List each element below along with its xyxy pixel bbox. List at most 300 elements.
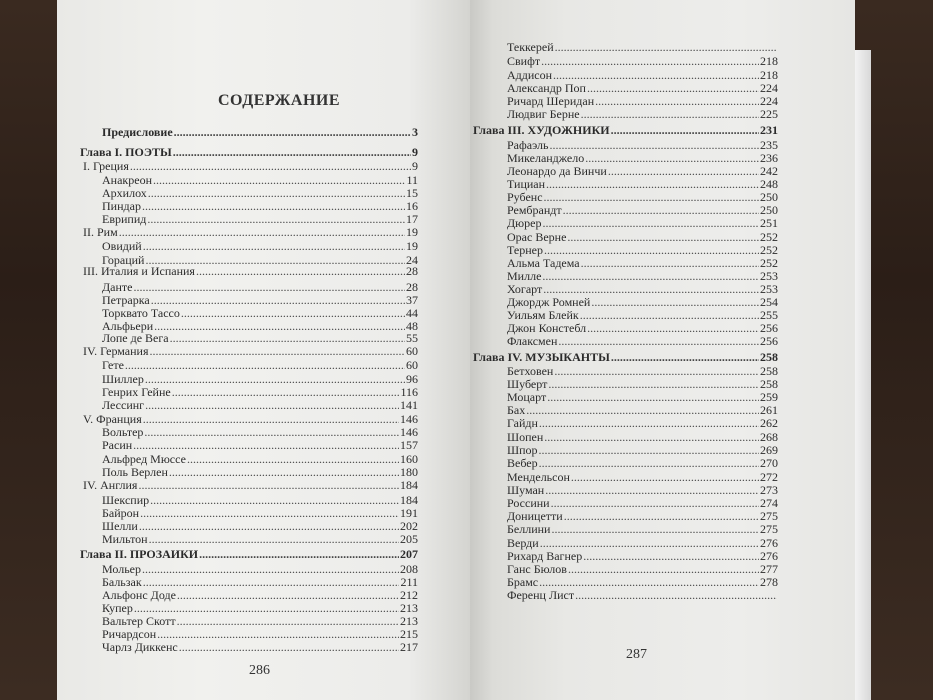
toc-entry (507, 94, 778, 108)
toc-entry-page: 258 (760, 377, 778, 391)
toc-entry (507, 334, 778, 348)
dot-leader (611, 350, 759, 364)
toc-entry (507, 81, 778, 95)
toc-entry-label: Расин (102, 438, 133, 452)
toc-entry (102, 452, 418, 466)
toc-entry-label: Шуман (507, 483, 545, 497)
toc-entry-label: Гораций (102, 253, 145, 267)
toc-entry-label: Свифт (507, 54, 541, 68)
toc-entry-page: 146 (400, 412, 418, 426)
toc-entry-page: 269 (760, 443, 778, 457)
dot-leader (149, 532, 399, 546)
toc-entry (507, 216, 778, 230)
toc-entry (507, 390, 778, 404)
toc-entry (102, 532, 418, 546)
toc-entry-page: 28 (406, 264, 418, 278)
toc-entry-label: Пиндар (102, 199, 141, 213)
toc-entry-label: Петрарка (102, 293, 150, 307)
toc-entry (83, 264, 418, 278)
toc-entry (102, 293, 418, 307)
toc-entry (507, 164, 778, 178)
toc-entry-label: Тернер (507, 243, 543, 257)
toc-entry-label: Альфред Мюссе (102, 452, 186, 466)
toc-entry-page: 277 (760, 562, 778, 576)
toc-entry-page: 268 (760, 430, 778, 444)
toc-entry-label: Анакреон (102, 173, 152, 187)
toc-entry (507, 364, 778, 378)
toc-entry-page: 184 (400, 493, 418, 507)
toc-entry-label: Уильям Блейк (507, 308, 579, 322)
toc-entry-label: Брамс (507, 575, 539, 589)
dot-leader (575, 588, 777, 602)
toc-entry-page: 191 (400, 506, 418, 520)
toc-entry (102, 640, 418, 654)
toc-entry-label: Шекспир (102, 493, 150, 507)
dot-leader (544, 190, 759, 204)
toc-entry (102, 173, 418, 187)
dot-leader (587, 321, 759, 335)
toc-entry-label: Шелли (102, 519, 138, 533)
dot-leader (543, 282, 759, 296)
toc-entry-label: Ричардсон (102, 627, 157, 641)
toc-entry-label: Аддисон (507, 68, 553, 82)
toc-entry-page: 116 (400, 385, 418, 399)
toc-entry-page: 250 (760, 203, 778, 217)
toc-entry-label: III. Италия и Испания (83, 264, 195, 278)
dot-leader (544, 430, 759, 444)
dot-leader (199, 547, 399, 561)
dot-leader (149, 344, 405, 358)
toc-entry-label: Шуберт (507, 377, 548, 391)
dot-leader (591, 295, 759, 309)
toc-entry-page: 9 (412, 145, 418, 159)
toc-entry-page: 274 (760, 496, 778, 510)
toc-entry-label: Джордж Ромней (507, 295, 591, 309)
toc-entry-label: I. Греция (83, 159, 129, 173)
toc-entry (507, 40, 778, 54)
toc-entry-page: 19 (406, 225, 418, 239)
dot-leader (119, 225, 405, 239)
toc-entry-page: 252 (760, 243, 778, 257)
toc-entry (102, 212, 418, 226)
toc-entry-page: 28 (406, 280, 418, 294)
dot-leader (545, 483, 759, 497)
right-page-number: 287 (626, 647, 647, 662)
toc-entry-page: 217 (400, 640, 418, 654)
toc-entry (507, 562, 778, 576)
toc-entry (507, 151, 778, 165)
toc-entry-label: Альма Тадема (507, 256, 580, 270)
toc-entry (102, 438, 418, 452)
toc-entry (507, 107, 778, 121)
toc-entry (102, 493, 418, 507)
toc-entry-page: 275 (760, 509, 778, 523)
toc-entry-page: 211 (400, 575, 418, 589)
dot-leader (140, 506, 399, 520)
dot-leader (551, 496, 759, 510)
toc-entry (102, 239, 418, 253)
toc-entry-page: 146 (400, 425, 418, 439)
toc-entry-page: 250 (760, 190, 778, 204)
dot-leader (550, 138, 760, 152)
toc-entry (102, 575, 418, 589)
toc-entry-label: Ганс Бюлов (507, 562, 567, 576)
toc-entry-label: Леонардо да Винчи (507, 164, 607, 178)
toc-entry-label: Мендельсон (507, 470, 570, 484)
toc-entry-label: Глава I. ПОЭТЫ (80, 145, 172, 159)
toc-entry-page: 9 (412, 159, 418, 173)
dot-leader (568, 562, 759, 576)
toc-entry-page: 218 (760, 54, 778, 68)
toc-entry (102, 331, 418, 345)
toc-entry-label: Шопен (507, 430, 544, 444)
dot-leader (144, 425, 399, 439)
toc-entry-label: Лессинг (102, 398, 145, 412)
toc-entry (102, 358, 418, 372)
dot-leader (542, 216, 759, 230)
toc-entry-label: Хогарт (507, 282, 543, 296)
dot-leader (554, 364, 759, 378)
toc-entry-page: 208 (400, 562, 418, 576)
dot-leader (583, 549, 759, 563)
toc-heading: СОДЕРЖАНИЕ (218, 92, 341, 109)
dot-leader (174, 125, 411, 139)
toc-entry-label: Милле (507, 269, 542, 283)
toc-entry (102, 465, 418, 479)
toc-entry-page: 24 (406, 253, 418, 267)
toc-entry-label: Россини (507, 496, 550, 510)
toc-entry-label: Торквато Тассо (102, 306, 180, 320)
toc-entry-label: Теккерей (507, 40, 554, 54)
toc-entry (102, 425, 418, 439)
dot-leader (564, 509, 759, 523)
toc-entry-label: Вольтер (102, 425, 144, 439)
toc-entry-label: Гете (102, 358, 124, 372)
toc-entry-label: Байрон (102, 506, 140, 520)
dot-leader (544, 243, 759, 257)
toc-entry-label: Овидий (102, 239, 142, 253)
toc-entry-label: Ричард Шеридан (507, 94, 595, 108)
toc-entry-label: Рембрандт (507, 203, 562, 217)
toc-entry-page: 202 (400, 519, 418, 533)
toc-entry-page: 17 (406, 212, 418, 226)
toc-entry (473, 123, 778, 137)
toc-entry-page: 213 (400, 601, 418, 615)
toc-entry-page: 215 (400, 627, 418, 641)
toc-entry-page: 273 (760, 483, 778, 497)
toc-entry (507, 203, 778, 217)
dot-leader (196, 264, 405, 278)
toc-entry (507, 377, 778, 391)
toc-entry-page: 180 (400, 465, 418, 479)
toc-entry-label: Александр Поп (507, 81, 586, 95)
toc-entry (102, 588, 418, 602)
toc-entry (83, 412, 418, 426)
toc-entry-label: Орас Верне (507, 230, 567, 244)
dot-leader (151, 293, 405, 307)
toc-entry-page: 251 (760, 216, 778, 230)
toc-entry (507, 190, 778, 204)
toc-entry (102, 627, 418, 641)
dot-leader (563, 203, 759, 217)
dot-leader (539, 575, 759, 589)
toc-entry (102, 398, 418, 412)
dot-leader (546, 177, 759, 191)
toc-entry-page: 256 (760, 321, 778, 335)
toc-entry-label: Генрих Гейне (102, 385, 171, 399)
toc-entry-page: 258 (760, 350, 778, 364)
toc-entry-label: Рихард Вагнер (507, 549, 583, 563)
dot-leader (147, 212, 405, 226)
toc-entry-page: 44 (406, 306, 418, 320)
toc-entry (507, 430, 778, 444)
toc-entry-label: Вальтер Скотт (102, 614, 176, 628)
dot-leader (581, 107, 759, 121)
dot-leader (153, 173, 405, 187)
toc-entry (102, 125, 418, 139)
toc-entry-label: Шиллер (102, 372, 144, 386)
toc-entry-label: Чарлз Диккенс (102, 640, 178, 654)
toc-entry-label: Лопе де Вега (102, 331, 169, 345)
toc-entry (83, 344, 418, 358)
toc-entry (507, 54, 778, 68)
toc-entry-page: 213 (400, 614, 418, 628)
toc-entry-label: Микеланджело (507, 151, 585, 165)
toc-entry-page: 253 (760, 269, 778, 283)
dot-leader (571, 470, 759, 484)
dot-leader (142, 562, 399, 576)
toc-entry-page: 157 (400, 438, 418, 452)
dot-leader (555, 40, 777, 54)
toc-entry-label: Гайдн (507, 416, 538, 430)
toc-entry-page: 3 (412, 125, 418, 139)
toc-entry-label: V. Франция (83, 412, 142, 426)
toc-entry-page: 252 (760, 230, 778, 244)
dot-leader (177, 614, 399, 628)
toc-entry-label: Шпор (507, 443, 538, 457)
toc-entry-page: 254 (760, 295, 778, 309)
toc-entry-page: 224 (760, 81, 778, 95)
dot-leader (548, 377, 759, 391)
toc-entry-label: Данте (102, 280, 133, 294)
toc-entry (507, 230, 778, 244)
toc-entry-label: Верди (507, 536, 539, 550)
toc-entry (507, 575, 778, 589)
toc-entry-page: 15 (406, 186, 418, 200)
toc-entry-page: 262 (760, 416, 778, 430)
toc-entry (507, 522, 778, 536)
dot-leader (541, 54, 759, 68)
toc-entry-label: Бах (507, 403, 526, 417)
toc-entry-page: 272 (760, 470, 778, 484)
toc-entry-label: Архилох (102, 186, 147, 200)
toc-entry-page: 207 (400, 547, 418, 561)
toc-entry-page: 37 (406, 293, 418, 307)
toc-entry-page: 236 (760, 151, 778, 165)
toc-entry-label: Глава IV. МУЗЫКАНТЫ (473, 350, 610, 364)
toc-entry-label: Предисловие (102, 125, 173, 139)
dot-leader (134, 280, 405, 294)
toc-entry (507, 509, 778, 523)
toc-entry (102, 372, 418, 386)
dot-leader (169, 465, 399, 479)
toc-entry (80, 547, 418, 561)
toc-entry (102, 601, 418, 615)
dot-leader (172, 385, 400, 399)
toc-entry-page: 258 (760, 364, 778, 378)
dot-leader (133, 438, 399, 452)
dot-leader (539, 416, 759, 430)
toc-entry (507, 456, 778, 470)
dot-leader (179, 640, 399, 654)
toc-entry (83, 159, 418, 173)
dot-leader (567, 230, 759, 244)
toc-entry-label: Вебер (507, 456, 538, 470)
toc-entry-label: Бальзак (102, 575, 142, 589)
toc-entry-label: Тициан (507, 177, 546, 191)
toc-entry-page: 256 (760, 334, 778, 348)
toc-entry (507, 470, 778, 484)
dot-leader (139, 519, 399, 533)
toc-entry (507, 269, 778, 283)
toc-entry-label: Флаксмен (507, 334, 558, 348)
toc-entry-page: 242 (760, 164, 778, 178)
toc-entry-page: 225 (760, 107, 778, 121)
toc-entry-label: Альфьери (102, 319, 154, 333)
toc-entry-page: 60 (406, 358, 418, 372)
toc-entry (102, 614, 418, 628)
toc-entry (507, 243, 778, 257)
dot-leader (540, 536, 759, 550)
toc-entry-page: 19 (406, 239, 418, 253)
toc-entry-label: Доницетти (507, 509, 563, 523)
toc-entry (507, 308, 778, 322)
toc-entry (102, 562, 418, 576)
dot-leader (542, 269, 759, 283)
toc-entry (80, 145, 418, 159)
toc-entry-label: Рафаэль (507, 138, 549, 152)
dot-leader (581, 256, 759, 270)
toc-entry (507, 443, 778, 457)
toc-entry (507, 321, 778, 335)
left-page-number: 286 (249, 663, 270, 678)
toc-entry-label: Людвиг Берне (507, 107, 580, 121)
toc-entry-label: Мильтон (102, 532, 148, 546)
page-edge (855, 50, 871, 700)
toc-entry (83, 225, 418, 239)
toc-entry-page: 252 (760, 256, 778, 270)
toc-entry (507, 416, 778, 430)
dot-leader (143, 412, 399, 426)
toc-entry-page: 160 (400, 452, 418, 466)
toc-entry-page: 270 (760, 456, 778, 470)
toc-entry (507, 177, 778, 191)
toc-entry (507, 138, 778, 152)
toc-entry (507, 536, 778, 550)
toc-entry-page: 141 (400, 398, 418, 412)
dot-leader (138, 478, 399, 492)
dot-leader (170, 331, 405, 345)
toc-entry-label: Глава III. ХУДОЖНИКИ (473, 123, 610, 137)
toc-entry-page: 184 (400, 478, 418, 492)
toc-entry-label: Еврипид (102, 212, 147, 226)
toc-entry (507, 256, 778, 270)
toc-entry-label: Купер (102, 601, 133, 615)
dot-leader (157, 627, 399, 641)
toc-entry-page: 278 (760, 575, 778, 589)
dot-leader (547, 390, 759, 404)
dot-leader (539, 456, 759, 470)
dot-leader (558, 334, 759, 348)
toc-entry-page: 224 (760, 94, 778, 108)
toc-entry-page: 205 (400, 532, 418, 546)
toc-entry-page: 255 (760, 308, 778, 322)
dot-leader (539, 443, 759, 457)
toc-entry (102, 506, 418, 520)
toc-entry-page: 11 (406, 173, 418, 187)
toc-entry (473, 350, 778, 364)
toc-entry-page: 218 (760, 68, 778, 82)
dot-leader (143, 239, 405, 253)
toc-entry-page: 275 (760, 522, 778, 536)
toc-entry-label: II. Рим (83, 225, 118, 239)
toc-entry (102, 186, 418, 200)
dot-leader (130, 159, 411, 173)
toc-entry-page: 96 (406, 372, 418, 386)
toc-entry-label: Глава II. ПРОЗАИКИ (80, 547, 199, 561)
dot-leader (181, 306, 405, 320)
dot-leader (177, 588, 399, 602)
toc-entry-label: Рубенс (507, 190, 543, 204)
dot-leader (611, 123, 759, 137)
toc-entry (83, 478, 418, 492)
dot-leader (145, 372, 405, 386)
dot-leader (553, 68, 759, 82)
toc-entry (507, 496, 778, 510)
toc-entry (102, 385, 418, 399)
dot-leader (585, 151, 759, 165)
toc-entry-label: IV. Германия (83, 344, 149, 358)
toc-entry (507, 282, 778, 296)
toc-entry-page: 235 (760, 138, 778, 152)
toc-entry-label: Альфонс Доде (102, 588, 176, 602)
toc-entry-page: 55 (406, 331, 418, 345)
dot-leader (134, 601, 399, 615)
toc-entry-page: 16 (406, 199, 418, 213)
dot-leader (173, 145, 411, 159)
dot-leader (148, 186, 405, 200)
dot-leader (608, 164, 759, 178)
dot-leader (150, 493, 399, 507)
dot-leader (143, 575, 400, 589)
toc-entry-page: 212 (400, 588, 418, 602)
toc-entry (102, 280, 418, 294)
toc-entry (507, 295, 778, 309)
toc-entry (507, 483, 778, 497)
toc-entry-label: Беллини (507, 522, 551, 536)
toc-entry (507, 588, 778, 602)
toc-entry-page: 261 (760, 403, 778, 417)
dot-leader (551, 522, 759, 536)
toc-entry-label: Поль Верлен (102, 465, 168, 479)
toc-entry-page: 276 (760, 549, 778, 563)
dot-leader (526, 403, 759, 417)
dot-leader (125, 358, 405, 372)
toc-entry-label: IV. Англия (83, 478, 138, 492)
dot-leader (187, 452, 399, 466)
toc-entry-label: Мольер (102, 562, 141, 576)
toc-entry (102, 519, 418, 533)
